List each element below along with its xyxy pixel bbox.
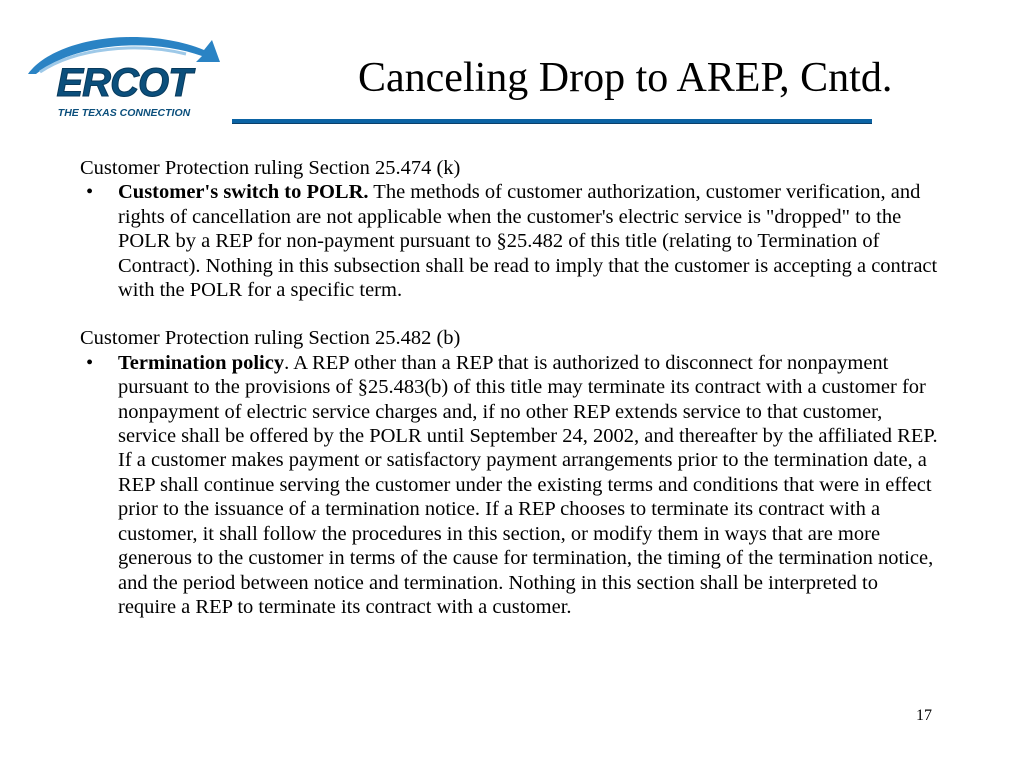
ercot-logo [26, 28, 222, 122]
logo-wordmark: ERCOT [56, 61, 192, 105]
section-spacer [80, 302, 940, 326]
title-divider [232, 119, 872, 124]
bullet-lead: Customer's switch to POLR. [118, 181, 369, 204]
bullet-text: The methods of customer authorization, customer verification, and rights of cancellation are not applicable when the customer's electric service is "dropped" to the POLR by a REP for non-payment pursuant to §25.482 of this title (relating to Termination of Contract). Nothing in this subsection shall be read to imply that the customer is accepting a contract with the POLR for a specific term. [118, 181, 938, 302]
bullet-icon: • [86, 351, 94, 374]
ercot-logo-graphic [26, 28, 222, 122]
slide-title: Canceling Drop to AREP, Cntd. [358, 55, 893, 101]
section-heading: Customer Protection ruling Section 25.474 (k) [80, 157, 461, 179]
bullet-icon: • [86, 181, 94, 204]
page-number: 17 [916, 707, 932, 724]
slide-body [80, 156, 940, 619]
bullet-lead: Termination policy [118, 351, 285, 374]
section-heading: Customer Protection ruling Section 25.482 (b) [80, 327, 461, 350]
bullet-item [80, 351, 940, 619]
bullet-text: . A REP other than a REP that is authorized to disconnect for nonpayment pursuant to the provisions of §25.483(b) of this title may terminate its contract with a customer for nonpayment of electric service charges and, if no other REP extends service to that customer, service shall be offered by the POLR until September 24, 2002, and thereafter by the affiliated REP. If a customer makes payment or satisfactory payment arrangements prior to the termination date, a REP shall continue serving the customer under the existing terms and conditions that were in effect prior to the issuance of a termination notice. If a REP chooses to terminate its contract with a customer, it shall follow the procedures in this section, or modify them in ways that are more generous to the customer in terms of the cause for termination, the timing of the termination notice, and the period between notice and termination. Nothing in this section shall be interpreted to require a REP to terminate its contract with a customer. [118, 351, 938, 618]
logo-tagline: THE TEXAS CONNECTION [57, 107, 191, 119]
bullet-item [80, 180, 940, 302]
